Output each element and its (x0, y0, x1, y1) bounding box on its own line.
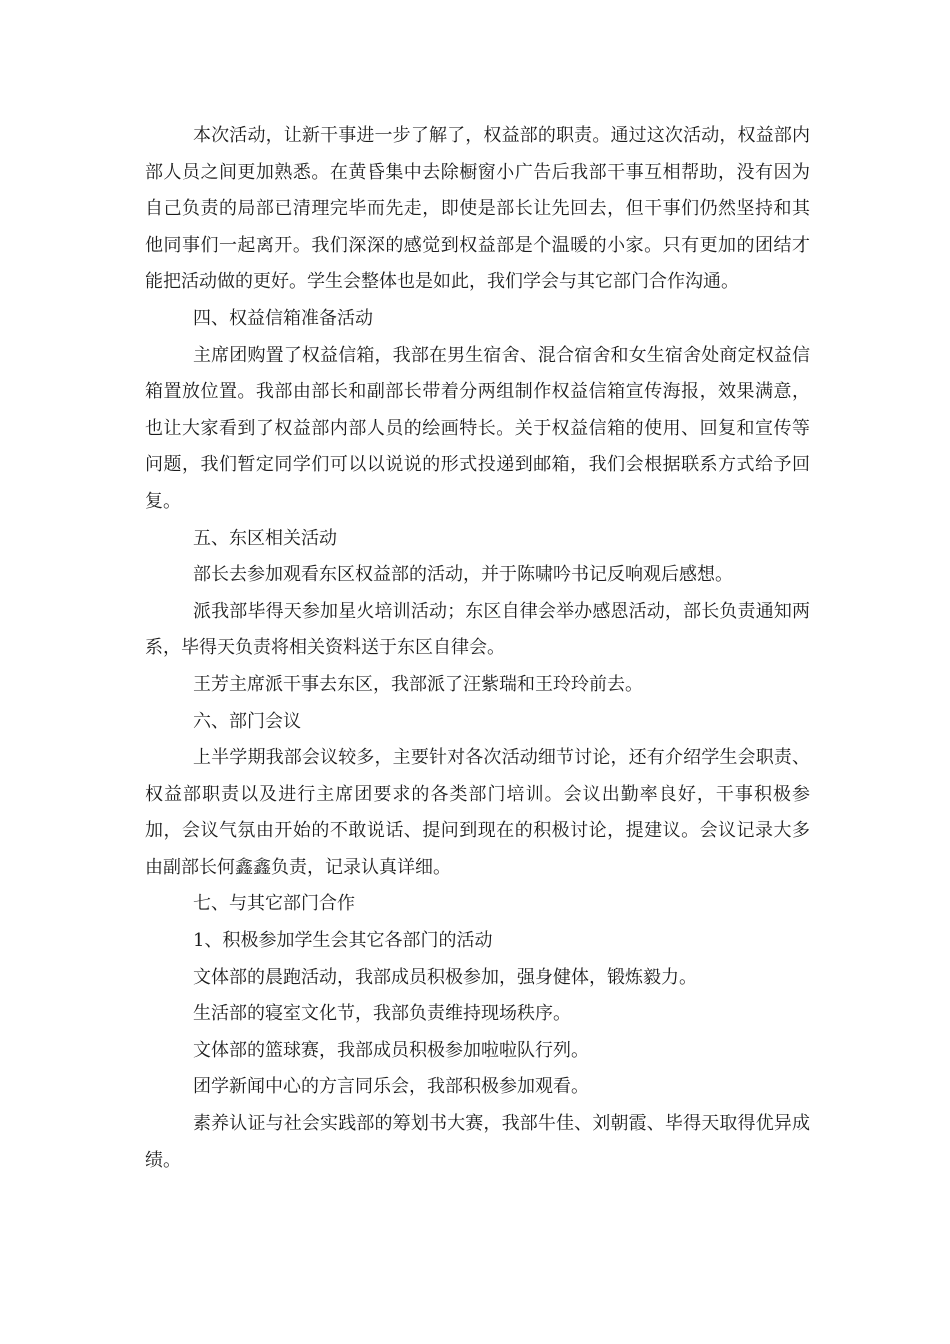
list-item: 团学新闻中心的方言同乐会，我部积极参加观看。 (193, 1076, 589, 1098)
paragraph-east-district-2: 派我部毕得天参加星火培训活动；东区自律会举办感恩活动，部长负责通知两系，毕得天负责将相关资料送于东区自律会。 (145, 600, 810, 659)
section-heading-cooperation: 七、与其它部门合作 (193, 893, 355, 915)
section-heading-meetings: 六、部门会议 (193, 710, 301, 732)
list-item: 生活部的寝室文化节，我部负责维持现场秩序。 (193, 1003, 571, 1025)
document-body (145, 118, 810, 1179)
section-heading-mailbox: 四、权益信箱准备活动 (193, 307, 373, 329)
paragraph-meetings: 上半学期我部会议较多，主要针对各次活动细节讨论，还有介绍学生会职责、权益部职责以及进行主席团要求的各类部门培训。会议出勤率良好，干事积极参加，会议气氛由开始的不敢说话、提问到现在的积极讨论，提建议。会议记录大多由副部长何鑫鑫负责，记录认真详细。 (145, 747, 810, 878)
list-item: 文体部的篮球赛，我部成员积极参加啦啦队行列。 (193, 1039, 589, 1061)
paragraph-mailbox: 主席团购置了权益信箱，我部在男生宿舍、混合宿舍和女生宿舍处商定权益信箱置放位置。我部由部长和副部长带着分两组制作权益信箱宣传海报，效果满意，也让大家看到了权益部内部人员的绘画特长。关于权益信箱的使用、回复和宣传等问题，我们暂定同学们可以以说说的形式投递到邮箱，我们会根据联系方式给予回复。 (145, 344, 810, 512)
section-heading-east-district: 五、东区相关活动 (193, 527, 337, 549)
paragraph-east-district-3: 王芳主席派干事去东区，我部派了汪紫瑞和王玲玲前去。 (193, 673, 643, 695)
paragraph-activity-summary: 本次活动，让新干事进一步了解了，权益部的职责。通过这次活动，权益部内部人员之间更加熟悉。在黄昏集中去除橱窗小广告后我部干事互相帮助，没有因为自己负责的局部已清理完毕而先走，即使是部长让先回去，但干事们仍然坚持和其他同事们一起离开。我们深深的感觉到权益部是个温暖的小家。只有更加的团结才能把活动做的更好。学生会整体也是如此，我们学会与其它部门合作沟通。 (145, 125, 810, 293)
list-item: 文体部的晨跑活动，我部成员积极参加，强身健体，锻炼毅力。 (193, 966, 697, 988)
subheading-cooperation-1: 1、积极参加学生会其它各部门的活动 (193, 930, 493, 952)
paragraph-east-district-1: 部长去参加观看东区权益部的活动，并于陈啸吟书记反响观后感想。 (193, 564, 733, 586)
list-item: 素养认证与社会实践部的筹划书大赛，我部牛佳、刘朝霞、毕得天取得优异成绩。 (145, 1113, 810, 1171)
